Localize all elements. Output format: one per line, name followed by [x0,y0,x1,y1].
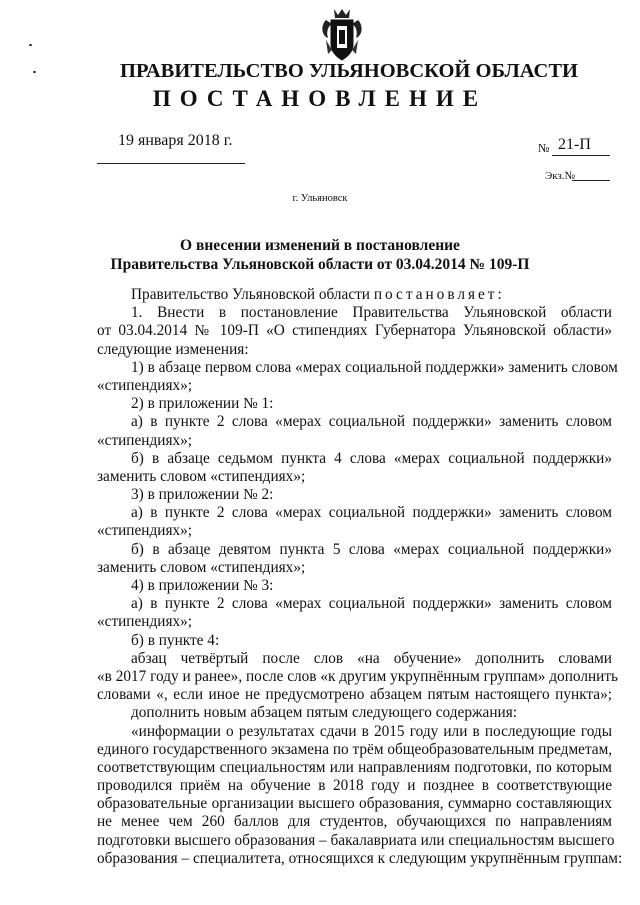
document-title [60,236,580,274]
body-line: образования – специалитета, относящихся к следующим укрупнённым группам: [97,849,623,867]
body-line: проводился приём на обучение в 2018 году и позднее в соответствующие [97,777,612,795]
body-line: б) в пункте 4: [131,631,220,649]
body-line: абзац четвёртый после слов «на обучение» дополнить словами [131,649,612,667]
body-line: б) в абзаце девятом пункта 5 слова «мерах социальной поддержки» [131,540,612,558]
body-line: б) в абзаце седьмом пункта 4 слова «мерах социальной поддержки» [131,449,612,467]
document-type: ПОСТАНОВЛЕНИЕ [152,86,488,111]
body-line: 1. Внести в постановление Правительства Ульяновской области [131,304,612,322]
body-line: заменить словом «стипендиях»; [97,558,306,576]
body-line: от 03.04.2014 № 109-П «О стипендиях Губернатора Ульяновской области» [97,322,612,340]
decree-subject: Правительство Ульяновской области [131,286,370,303]
body-line: а) в пункте 2 слова «мерах социальной поддержки» заменить словом [131,413,612,431]
copy-number-underline [572,180,610,181]
body-line: а) в пункте 2 слова «мерах социальной поддержки» заменить словом [131,595,612,613]
number-prefix: № [538,141,550,155]
body-line: «стипендиях»; [97,431,193,449]
title-line-2: Правительства Ульяновской области от 03.04.2014 № 109-П [110,256,530,273]
body-line: следующие изменения: [97,340,249,358]
title-line-1: О внесении изменений в постановление [180,237,460,254]
document-date: 19 января 2018 г. [118,132,233,149]
organization-name: ПРАВИТЕЛЬСТВО УЛЬЯНОВСКОЙ ОБЛАСТИ [120,60,578,82]
scan-speck [33,71,36,73]
document-body [97,286,623,868]
document-number: 21-П [558,136,591,153]
body-line: «стипендиях»; [97,376,193,394]
body-line: заменить словом «стипендиях»; [97,467,306,485]
body-line: «информации о результатах сдачи в 2015 году или в последующие годы [131,722,612,740]
body-line [97,286,612,304]
body-line: «стипендиях»; [97,613,193,631]
number-underline [552,155,610,156]
body-line: подготовки высшего образования – бакалавриата или специальностям высшего [97,831,615,849]
body-line: единого государственного экзамена по трём общеобразовательным предметам, [97,740,613,758]
body-line: «в 2017 году и ранее», после слов «к другим укрупнённым группам» дополнить [97,667,619,685]
body-line: 3) в приложении № 2: [131,486,274,504]
body-line: «стипендиях»; [97,522,193,540]
body-line: а) в пункте 2 слова «мерах социальной поддержки» заменить словом [131,504,612,522]
date-underline [97,163,245,164]
city: г. Ульяновск [292,193,348,204]
decree-verb: постановляет: [373,286,505,303]
scan-speck [29,44,32,46]
body-line: 4) в приложении № 3: [131,577,274,594]
copy-number-label: Экз.№ [545,170,576,182]
body-line: 2) в приложении № 1: [131,395,274,413]
body-line: 1) в абзаце первом слова «мерах социальной поддержки» заменить словом [131,358,618,376]
body-line: дополнить новым абзацем пятым следующего содержания: [131,704,518,722]
body-line: не менее чем 260 баллов для студентов, обучающихся по направлениям [97,813,612,831]
body-line: образовательные организации высшего образования, суммарно составляющих [97,795,612,813]
coat-of-arms-icon [320,6,364,64]
body-line: соответствующим специальностям или направлениям подготовки, по которым [97,758,612,776]
body-line: словами «, если иное не предусмотрено абзацем пятым настоящего пункта»; [97,686,612,704]
